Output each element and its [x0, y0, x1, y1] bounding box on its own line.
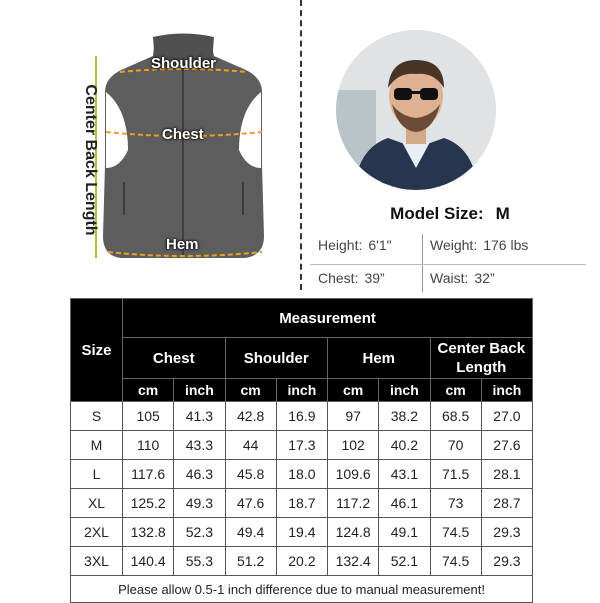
table-cell: 55.3 [174, 547, 225, 576]
table-cell: 110 [123, 431, 174, 460]
table-cell: 74.5 [430, 518, 481, 547]
group-header-chest: Chest [123, 338, 226, 379]
table-cell: 47.6 [225, 489, 276, 518]
group-header-center-back-length: Center Back Length [430, 338, 533, 379]
table-cell: 51.2 [225, 547, 276, 576]
table-cell: 52.1 [379, 547, 430, 576]
chest-label: Chest [162, 126, 204, 143]
model-waist [430, 270, 495, 286]
table-cell: 28.1 [481, 460, 532, 489]
size-cell: M [71, 431, 123, 460]
table-cell: 46.1 [379, 489, 430, 518]
table-cell: 70 [430, 431, 481, 460]
unit-header: inch [276, 379, 327, 402]
table-cell: 49.4 [225, 518, 276, 547]
table-cell: 18.7 [276, 489, 327, 518]
waist-value: 32” [474, 270, 495, 286]
unit-header: cm [430, 379, 481, 402]
table-cell: 132.8 [123, 518, 174, 547]
model-size-value: M [495, 204, 510, 223]
table-cell: 16.9 [276, 402, 327, 431]
waist-label: Waist: [430, 270, 469, 286]
table-cell: 109.6 [328, 460, 379, 489]
size-column-header: Size [71, 299, 123, 402]
vest-diagram [0, 0, 300, 292]
size-cell: XL [71, 489, 123, 518]
table-cell: 52.3 [174, 518, 225, 547]
model-height [318, 237, 392, 253]
unit-header: cm [225, 379, 276, 402]
model-size-heading [300, 204, 600, 224]
unit-header: inch [481, 379, 532, 402]
stats-horizontal-divider [310, 264, 586, 265]
measurement-header: Measurement [123, 299, 533, 338]
table-cell: 117.2 [328, 489, 379, 518]
table-cell: 28.7 [481, 489, 532, 518]
table-row [71, 431, 533, 460]
height-value: 6'1" [368, 237, 392, 253]
group-header-hem: Hem [328, 338, 431, 379]
unit-header: inch [174, 379, 225, 402]
model-stats [300, 228, 600, 296]
size-cell: 2XL [71, 518, 123, 547]
size-cell: L [71, 460, 123, 489]
table-cell: 43.3 [174, 431, 225, 460]
model-size-label: Model Size: [390, 204, 484, 223]
table-cell: 41.3 [174, 402, 225, 431]
table-cell: 74.5 [430, 547, 481, 576]
model-photo [336, 30, 496, 190]
table-cell: 38.2 [379, 402, 430, 431]
table-cell: 68.5 [430, 402, 481, 431]
table-cell: 97 [328, 402, 379, 431]
table-cell: 125.2 [123, 489, 174, 518]
table-cell: 40.2 [379, 431, 430, 460]
weight-value: 176 lbs [483, 237, 529, 253]
height-label: Height: [318, 237, 363, 253]
table-cell: 18.0 [276, 460, 327, 489]
table-cell: 27.0 [481, 402, 532, 431]
table-cell: 42.8 [225, 402, 276, 431]
unit-header: cm [123, 379, 174, 402]
table-cell: 43.1 [379, 460, 430, 489]
table-cell: 29.3 [481, 518, 532, 547]
table-cell: 27.6 [481, 431, 532, 460]
size-cell: S [71, 402, 123, 431]
hem-label: Hem [166, 236, 199, 253]
table-cell: 132.4 [328, 547, 379, 576]
table-cell: 105 [123, 402, 174, 431]
table-row [71, 460, 533, 489]
shoulder-label: Shoulder [151, 55, 217, 72]
table-row [71, 547, 533, 576]
table-cell: 102 [328, 431, 379, 460]
group-header-shoulder: Shoulder [225, 338, 328, 379]
table-row [71, 402, 533, 431]
size-chart-table [70, 298, 533, 603]
table-cell: 46.3 [174, 460, 225, 489]
model-weight [430, 237, 528, 253]
table-cell: 19.4 [276, 518, 327, 547]
table-cell: 117.6 [123, 460, 174, 489]
note-row [71, 576, 533, 603]
chest-stat-label: Chest: [318, 270, 359, 286]
table-cell: 49.3 [174, 489, 225, 518]
table-row [71, 518, 533, 547]
table-cell: 20.2 [276, 547, 327, 576]
table-row [71, 489, 533, 518]
table-cell: 124.8 [328, 518, 379, 547]
unit-header: inch [379, 379, 430, 402]
table-cell: 71.5 [430, 460, 481, 489]
size-cell: 3XL [71, 547, 123, 576]
vest-illustration [0, 0, 300, 292]
model-illustration [336, 30, 496, 190]
table-cell: 140.4 [123, 547, 174, 576]
chest-stat-value: 39” [364, 270, 385, 286]
center-back-length-label: Center Back Length [82, 84, 99, 236]
table-cell: 44 [225, 431, 276, 460]
weight-label: Weight: [430, 237, 478, 253]
table-cell: 17.3 [276, 431, 327, 460]
unit-header: cm [328, 379, 379, 402]
stats-vertical-divider [422, 234, 423, 292]
table-cell: 29.3 [481, 547, 532, 576]
table-cell: 49.1 [379, 518, 430, 547]
table-cell: 45.8 [225, 460, 276, 489]
model-chest [318, 270, 385, 286]
measurement-note: Please allow 0.5-1 inch difference due to manual measurement! [71, 576, 533, 603]
table-cell: 73 [430, 489, 481, 518]
